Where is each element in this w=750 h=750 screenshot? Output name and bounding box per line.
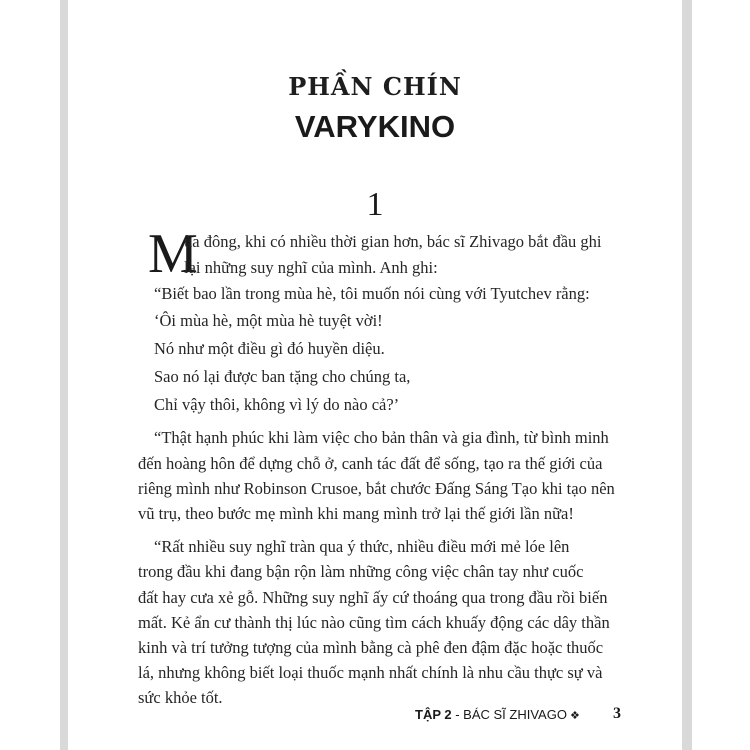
text-line: kinh và trí tưởng tượng của mình bằng cà phê đen đậm đặc hoặc thuốc	[138, 638, 604, 657]
drop-cap: M	[148, 223, 198, 285]
text-line: lá, nhưng không biết loại thuốc mạnh nhất chính là nhu cầu thực sự và	[138, 663, 603, 682]
text-line: Chỉ vậy thôi, không vì lý do nào cả?’	[154, 395, 400, 414]
part-title: PHẦN CHÍN	[288, 72, 462, 101]
section-number: 1	[366, 186, 384, 223]
text-line: đất hay cưa xẻ gỗ. Những suy nghĩ ấy cứ thoáng qua trong đầu rồi biến	[138, 588, 608, 607]
text-line: Sao nó lại được ban tặng cho chúng ta,	[154, 367, 411, 386]
footer-volume: TẬP 2	[415, 707, 452, 722]
text-line: trong đầu khi đang bận rộn làm những công việc chân tay như cuốc	[138, 562, 584, 581]
text-line: lại những suy nghĩ của mình. Anh ghi:	[184, 258, 438, 277]
text-line: ‘Ôi mùa hè, một mùa hè tuyệt vời!	[154, 311, 383, 330]
footer-separator: -	[451, 707, 464, 722]
text-line: đến hoàng hôn để dựng chỗ ở, canh tác đất để sống, tạo ra thế giới của	[138, 454, 603, 473]
text-line: “Rất nhiều suy nghĩ tràn qua ý thức, nhiều điều mới mẻ lóe lên	[154, 537, 570, 556]
text-line: Nó như một điều gì đó huyền diệu.	[154, 339, 385, 358]
text-line: riêng mình như Robinson Crusoe, bắt chước Đấng Sáng Tạo khi tạo nên	[138, 479, 615, 498]
chapter-title: VARYKINO	[294, 109, 456, 144]
text-line: mất. Kẻ ẩn cư thành thị lúc nào cũng tìm cách khuấy động các dây thần	[138, 613, 610, 632]
text-line: sức khỏe tốt.	[138, 688, 223, 707]
text-line: ùa đông, khi có nhiều thời gian hơn, bác sĩ Zhivago bắt đầu ghi	[184, 232, 602, 251]
book-page	[68, 0, 682, 750]
text-line: “Thật hạnh phúc khi làm việc cho bản thân và gia đình, từ bình minh	[154, 428, 609, 447]
text-line: vũ trụ, theo bước mẹ mình khi mang mình trở lại thế giới lần nữa!	[138, 504, 574, 523]
running-footer	[415, 707, 580, 722]
ornament-icon: ❖	[569, 710, 580, 722]
page-number: 3	[613, 705, 621, 722]
text-line: “Biết bao lần trong mùa hè, tôi muốn nói cùng với Tyutchev rằng:	[154, 284, 590, 303]
footer-book-title: BÁC SĨ ZHIVAGO	[463, 707, 567, 722]
